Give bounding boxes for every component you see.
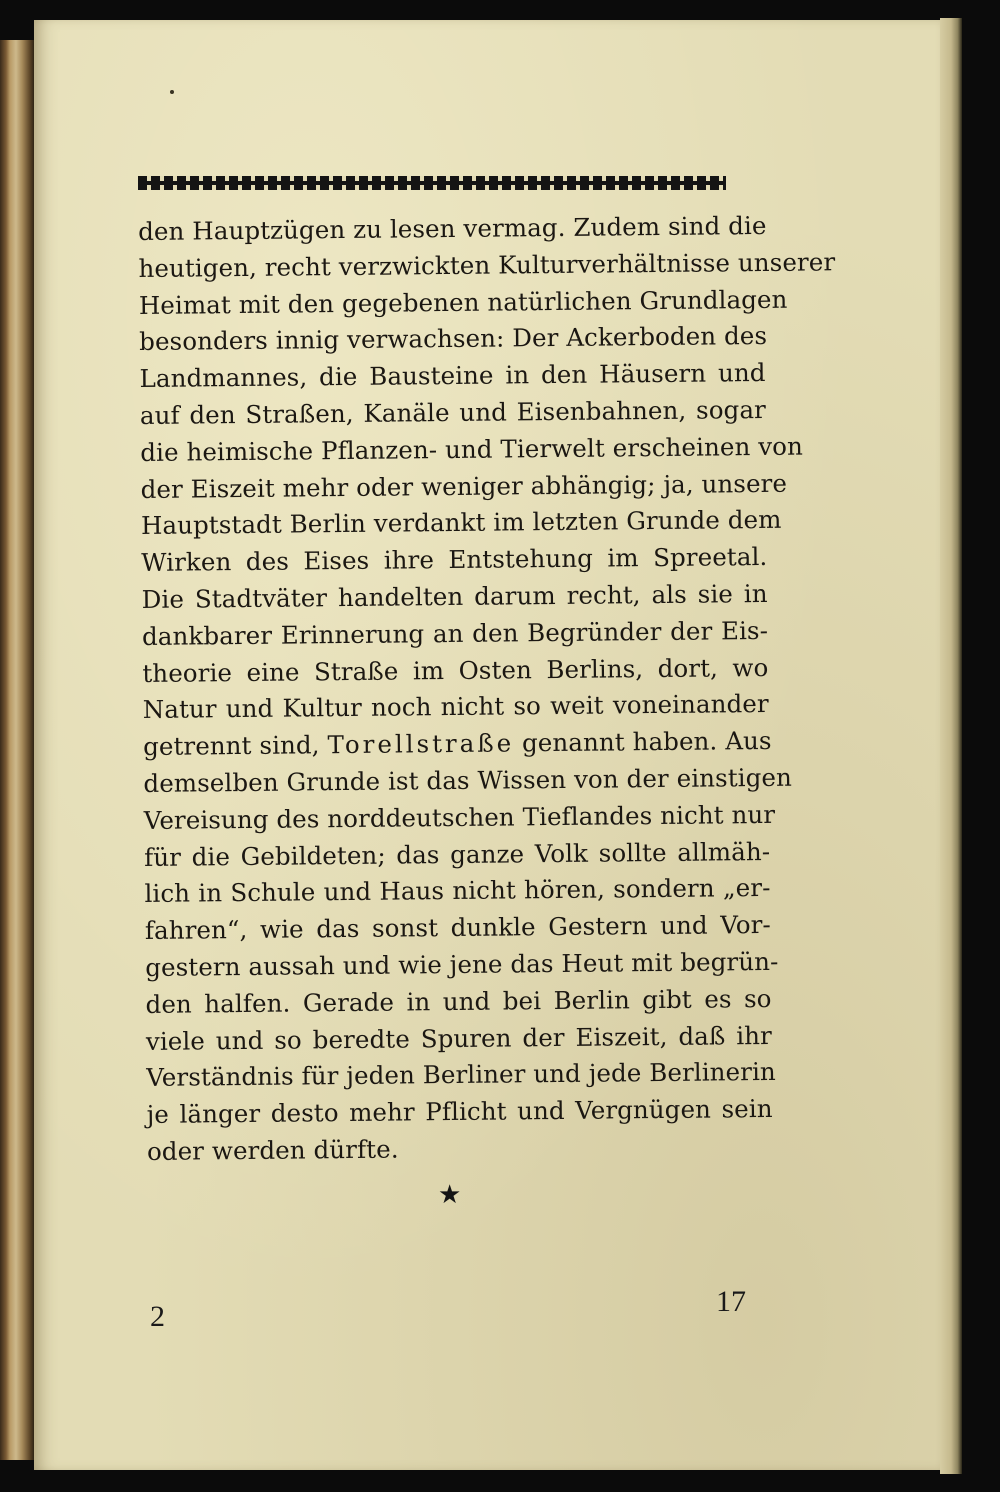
- text-line: je länger desto mehr Pflicht und Vergnügen sein: [146, 1094, 773, 1130]
- text-line: besonders innig verwachsen: Der Ackerboden des: [139, 321, 768, 357]
- text-line: theorie eine Straße im Osten Berlins, dort, wo: [142, 652, 769, 688]
- page-number: 17: [716, 1285, 746, 1318]
- text-line: Landmannes, die Bausteine in den Häusern und: [139, 358, 766, 394]
- text-line: demselben Grunde ist das Wissen von der einstigen: [143, 762, 793, 798]
- text-line: den Hauptzügen zu lesen vermag. Zudem sind die: [138, 210, 767, 246]
- text-line: fahren“, wie das sonst dunkle Gestern und Vor-: [144, 910, 771, 946]
- text-line: Natur und Kultur noch nicht so weit voneinander: [142, 689, 769, 725]
- star-ornament: ★: [438, 1180, 462, 1210]
- right-page-edge: [940, 18, 962, 1474]
- text-segment: getrennt sind,: [142, 730, 320, 762]
- text-line: auf den Straßen, Kanäle und Eisenbahnen, sogar: [139, 394, 767, 430]
- text-line: den halfen. Gerade in und bei Berlin gibt es so: [145, 983, 772, 1019]
- body-text: [138, 208, 836, 1171]
- text-line: Vereisung des norddeutschen Tieflandes nicht nur: [143, 799, 776, 835]
- text-line: der Eiszeit mehr oder weniger abhängig; ja, unsere: [140, 468, 788, 504]
- text-line: gestern aussah und wie jene das Heut mit begrün-: [145, 946, 779, 982]
- text-line: lich in Schule und Haus nicht hören, sondern „er-: [144, 873, 771, 909]
- signature-mark: 2: [150, 1300, 165, 1333]
- left-page-stack: [0, 40, 36, 1460]
- text-line: die heimische Pflanzen- und Tierwelt erscheinen von: [140, 431, 804, 467]
- text-line: für die Gebildeten; das ganze Volk sollte allmäh-: [144, 836, 771, 872]
- text-line-last: oder werden dürfte.: [146, 1134, 399, 1166]
- text-line: viele und so beredte Spuren der Eiszeit, daß ihr: [145, 1020, 773, 1056]
- header-ornament-rule: [138, 176, 726, 190]
- text-line: Heimat mit den gegebenen natürlichen Grundlagen: [138, 284, 788, 320]
- text-segment: genannt haben. Aus: [521, 726, 772, 758]
- text-line: heutigen, recht verzwickten Kulturverhältnisse unserer: [138, 247, 836, 283]
- paper-speck: [170, 90, 174, 94]
- text-line: Wirken des Eises ihre Entstehung im Spreetal.: [141, 542, 768, 578]
- text-line-torellstrasse: [142, 723, 772, 766]
- text-line: dankbarer Erinnerung an den Begründer der Eis-: [141, 615, 769, 651]
- text-line: Verständnis für jeden Berliner und jede Berlinerin: [146, 1057, 776, 1093]
- text-line: Die Stadtväter handelten darum recht, als sie in: [141, 578, 768, 614]
- spaced-street-name: Torellstraße: [327, 728, 515, 760]
- text-line: Hauptstadt Berlin verdankt im letzten Grunde dem: [140, 505, 782, 541]
